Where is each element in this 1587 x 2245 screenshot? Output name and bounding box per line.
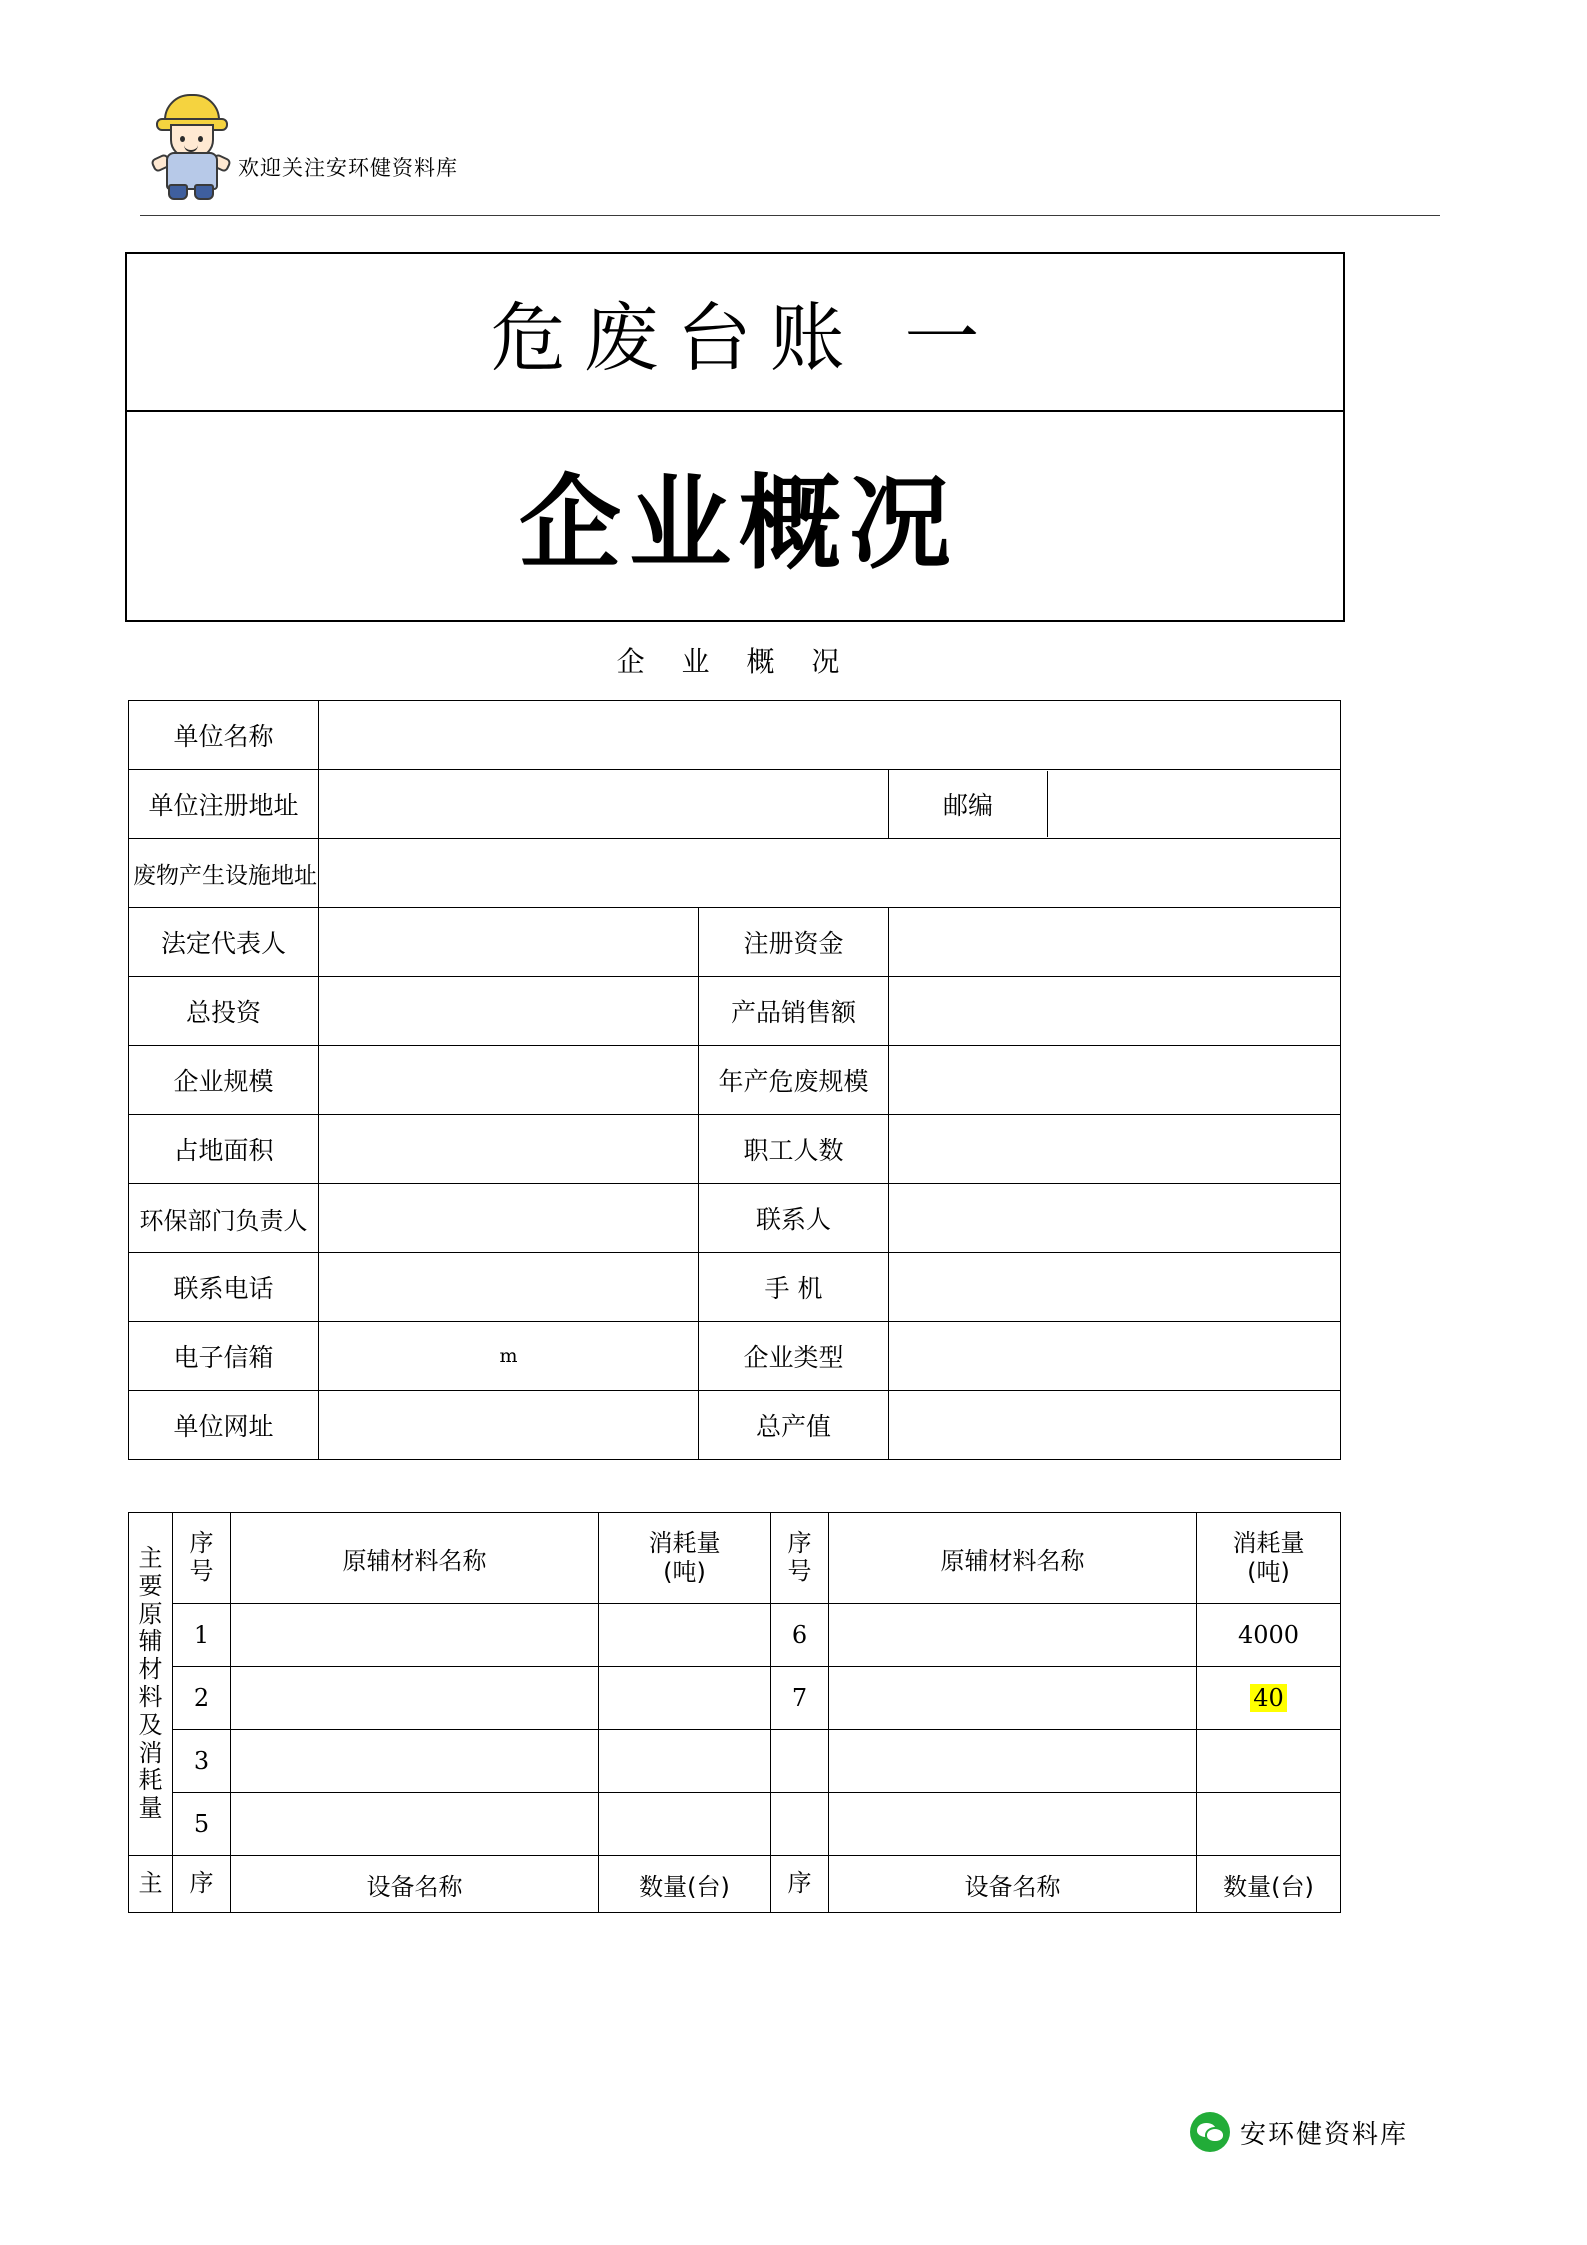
field-label-contact-phone: 联系电话 — [129, 1253, 319, 1322]
field-label-waste-facility-address: 废物产生设施地址 — [129, 839, 319, 908]
field-label-company-type: 企业类型 — [699, 1322, 889, 1391]
materials-header-name-left: 原辅材料名称 — [231, 1513, 599, 1604]
field-value-contact-person[interactable] — [889, 1184, 1341, 1253]
equipment-header-sn-left: 序 — [173, 1856, 231, 1913]
table-row — [129, 1322, 1341, 1391]
material-sn-right: 6 — [771, 1604, 829, 1667]
page-header — [140, 90, 1440, 220]
material-amount-right[interactable]: 4000 — [1197, 1604, 1341, 1667]
field-value-email-text: m — [499, 1345, 518, 1367]
field-value-annual-hazardous-waste[interactable] — [889, 1046, 1341, 1115]
materials-header-amount-left-line2: (吨) — [663, 1558, 706, 1586]
field-value-total-investment[interactable] — [319, 977, 699, 1046]
material-amount-right[interactable] — [1197, 1793, 1341, 1856]
equipment-header-amount-left: 数量(台) — [599, 1856, 771, 1913]
table-row — [129, 1730, 1341, 1793]
table-row — [129, 1253, 1341, 1322]
material-amount-left[interactable] — [599, 1730, 771, 1793]
title-box-secondary — [125, 412, 1345, 622]
material-sn-left: 5 — [173, 1793, 231, 1856]
materials-header-amount-right — [1197, 1513, 1341, 1604]
field-value-site-area[interactable] — [319, 1115, 699, 1184]
materials-header-amount-left — [599, 1513, 771, 1604]
materials-side-label: 主 要 原 辅 材 料 及 消 耗 量 — [129, 1513, 173, 1856]
table-row — [129, 701, 1341, 770]
field-label-registered-capital: 注册资金 — [699, 908, 889, 977]
material-name-right[interactable] — [829, 1667, 1197, 1730]
field-label-total-output: 总产值 — [699, 1391, 889, 1460]
equipment-header-amount-right: 数量(台) — [1197, 1856, 1341, 1913]
material-sn-right — [771, 1793, 829, 1856]
material-name-left[interactable] — [231, 1793, 599, 1856]
material-sn-left: 3 — [173, 1730, 231, 1793]
field-label-company-name: 单位名称 — [129, 701, 319, 770]
document-subtitle: 企业概况 — [519, 465, 959, 584]
field-value-website[interactable] — [319, 1391, 699, 1460]
footer-badge — [1190, 2112, 1408, 2152]
equipment-header-sn-right: 序 — [771, 1856, 829, 1913]
section-caption: 企 业 概 况 — [616, 645, 854, 678]
table-row — [129, 1184, 1341, 1253]
materials-header-sn-right: 序 号 — [771, 1513, 829, 1604]
title-box-primary — [125, 252, 1345, 412]
materials-header-name-right: 原辅材料名称 — [829, 1513, 1197, 1604]
materials-header-row — [129, 1513, 1341, 1604]
field-value-email[interactable] — [319, 1322, 699, 1391]
field-label-contact-person: 联系人 — [699, 1184, 889, 1253]
material-amount-left[interactable] — [599, 1793, 771, 1856]
title-block — [125, 252, 1345, 622]
field-label-total-investment: 总投资 — [129, 977, 319, 1046]
field-value-env-officer[interactable] — [319, 1184, 699, 1253]
table-row — [129, 1667, 1341, 1730]
material-name-left[interactable] — [231, 1730, 599, 1793]
material-amount-left[interactable] — [599, 1604, 771, 1667]
field-value-postcode[interactable] — [1048, 771, 1341, 837]
field-label-registered-address: 单位注册地址 — [129, 770, 319, 839]
table-row — [129, 1115, 1341, 1184]
table-row — [129, 1604, 1341, 1667]
material-name-right[interactable] — [829, 1730, 1197, 1793]
materials-header-sn-left: 序 号 — [173, 1513, 231, 1604]
equipment-header-name-left: 设备名称 — [231, 1856, 599, 1913]
field-postcode-cell — [889, 770, 1341, 839]
table-row — [129, 908, 1341, 977]
field-label-website: 单位网址 — [129, 1391, 319, 1460]
materials-header-amount-left-line1: 消耗量 — [648, 1529, 721, 1558]
material-name-left[interactable] — [231, 1667, 599, 1730]
field-label-env-officer: 环保部门负责人 — [129, 1184, 319, 1253]
wechat-icon — [1190, 2112, 1230, 2152]
field-label-product-sales: 产品销售额 — [699, 977, 889, 1046]
company-profile-table — [128, 700, 1341, 1460]
equipment-header-row — [129, 1856, 1341, 1913]
field-label-site-area: 占地面积 — [129, 1115, 319, 1184]
raw-materials-table — [128, 1512, 1341, 1913]
table-row — [129, 770, 1341, 839]
field-value-contact-phone[interactable] — [319, 1253, 699, 1322]
materials-header-amount-right-line1: 消耗量 — [1232, 1529, 1305, 1558]
field-label-email: 电子信箱 — [129, 1322, 319, 1391]
worker-mascot-icon — [150, 90, 234, 200]
material-sn-right — [771, 1730, 829, 1793]
material-name-right[interactable] — [829, 1604, 1197, 1667]
field-label-employee-count: 职工人数 — [699, 1115, 889, 1184]
table-row — [129, 1793, 1341, 1856]
field-label-company-scale: 企业规模 — [129, 1046, 319, 1115]
promo-text: 欢迎关注安环健资料库 — [238, 156, 458, 180]
material-name-left[interactable] — [231, 1604, 599, 1667]
field-value-company-type[interactable] — [889, 1322, 1341, 1391]
material-sn-left: 1 — [173, 1604, 231, 1667]
material-amount-left[interactable] — [599, 1667, 771, 1730]
materials-header-amount-right-line2: (吨) — [1247, 1558, 1290, 1586]
field-label-annual-hazardous-waste: 年产危废规模 — [699, 1046, 889, 1115]
material-sn-left: 2 — [173, 1667, 231, 1730]
field-label-postcode: 邮编 — [889, 771, 1048, 837]
field-value-company-name[interactable] — [319, 701, 1341, 770]
footer-badge-text: 安环健资料库 — [1240, 2119, 1409, 2150]
material-amount-right[interactable] — [1197, 1730, 1341, 1793]
field-value-employee-count[interactable] — [889, 1115, 1341, 1184]
material-amount-right-highlighted: 40 — [1250, 1684, 1287, 1712]
field-value-product-sales[interactable] — [889, 977, 1341, 1046]
field-value-total-output[interactable] — [889, 1391, 1341, 1460]
field-label-legal-representative: 法定代表人 — [129, 908, 319, 977]
document-title: 危废台账 一 — [490, 293, 998, 382]
material-amount-right-cell[interactable] — [1197, 1667, 1341, 1730]
table-row — [129, 977, 1341, 1046]
table-row — [129, 1046, 1341, 1115]
field-value-legal-representative[interactable] — [319, 908, 699, 977]
field-value-waste-facility-address[interactable] — [319, 839, 1341, 908]
table-row — [129, 1391, 1341, 1460]
field-value-company-scale[interactable] — [319, 1046, 699, 1115]
field-label-mobile: 手 机 — [699, 1253, 889, 1322]
field-value-registered-address[interactable] — [319, 770, 889, 839]
field-value-registered-capital[interactable] — [889, 908, 1341, 977]
material-name-right[interactable] — [829, 1793, 1197, 1856]
header-divider — [140, 215, 1440, 216]
equipment-side-label: 主 — [129, 1856, 173, 1913]
equipment-header-name-right: 设备名称 — [829, 1856, 1197, 1913]
material-sn-right: 7 — [771, 1667, 829, 1730]
table-row — [129, 839, 1341, 908]
field-value-mobile[interactable] — [889, 1253, 1341, 1322]
